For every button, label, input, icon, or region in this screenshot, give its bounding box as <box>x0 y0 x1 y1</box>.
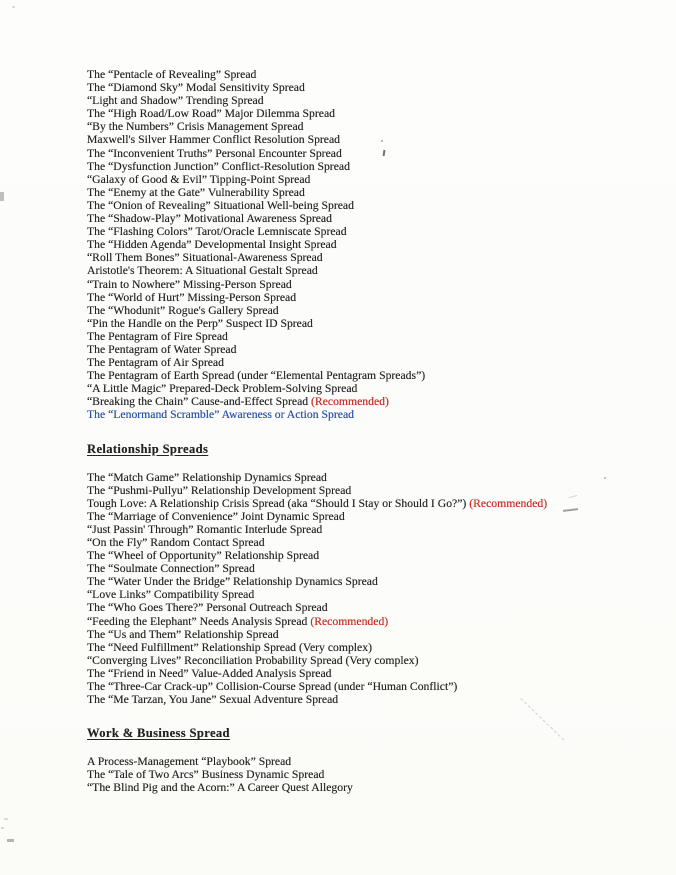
list-item <box>87 199 662 212</box>
list-item-text: The Pentagram of Water Spread <box>87 342 237 356</box>
list-item <box>87 408 662 421</box>
list-item-text: “Just Passin' Through” Romantic Interlude Spread <box>87 522 323 536</box>
list-item <box>87 641 662 654</box>
list-item-text: “The Blind Pig and the Acorn:” A Career Quest Allegory <box>87 781 353 795</box>
list-item <box>87 510 662 523</box>
list-item-text: “Love Links” Compatibility Spread <box>87 588 255 602</box>
list-item <box>87 251 662 264</box>
list-item-text: The “Friend in Need” Value-Added Analysis Spread <box>87 666 332 680</box>
list-item-text: Aristotle's Theorem: A Situational Gestalt Spread <box>87 264 318 278</box>
scan-speck <box>4 818 8 820</box>
list-item <box>87 94 662 107</box>
list-item <box>87 484 662 497</box>
list-item-text: The “Water Under the Bridge” Relationship Dynamics Spread <box>87 575 378 589</box>
recommended-label: (Recommended) <box>310 614 389 628</box>
list-item-text: “Train to Nowhere” Missing-Person Spread <box>87 277 292 291</box>
list-item <box>87 549 662 562</box>
list-item-text: The Pentagram of Fire Spread <box>87 329 228 343</box>
list-item <box>87 330 662 343</box>
list-item-text: “By the Numbers” Crisis Management Spread <box>87 120 304 134</box>
document-section <box>87 442 662 707</box>
list-item-text: “Roll Them Bones” Situational-Awareness Spread <box>87 251 323 265</box>
list-item-text: The “Pentacle of Revealing” Spread <box>87 68 257 81</box>
list-item-text: The “Dysfunction Junction” Conflict-Resolution Spread <box>87 159 350 173</box>
list-item <box>87 278 662 291</box>
recommended-label: (Recommended) <box>469 496 548 510</box>
list-item-text: “Feeding the Elephant” Needs Analysis Spread <box>87 614 308 628</box>
list-item <box>87 147 662 160</box>
list-item <box>87 238 662 251</box>
list-item <box>87 471 662 484</box>
list-item-text: “Galaxy of Good & Evil” Tipping-Point Spread <box>87 172 311 186</box>
list-item <box>87 173 662 186</box>
list-item <box>87 133 662 146</box>
list-item <box>87 536 662 549</box>
list-item-text: The “Enemy at the Gate” Vulnerability Spread <box>87 185 305 199</box>
scan-speck <box>7 839 14 842</box>
list-item <box>87 291 662 304</box>
scan-speck <box>12 6 15 8</box>
section-heading: Work & Business Spread <box>87 726 230 741</box>
list-item <box>87 317 662 330</box>
list-item-text: The “World of Hurt” Missing-Person Spread <box>87 290 297 304</box>
list-item-text: “Converging Lives” Reconciliation Probability Spread (Very complex) <box>87 653 419 667</box>
list-item-text: “On the Fly” Random Contact Spread <box>87 536 265 549</box>
list-item <box>87 781 662 794</box>
list-item <box>87 755 662 768</box>
list-item <box>87 768 662 781</box>
list-item-text: The “High Road/Low Road” Major Dilemma Spread <box>87 107 335 121</box>
list-item-text: The “Shadow-Play” Motivational Awareness Spread <box>87 212 332 226</box>
list-item-text: The “Us and Them” Relationship Spread <box>87 627 279 641</box>
list-item <box>87 654 662 667</box>
list-item-text: The “Soulmate Connection” Spread <box>87 562 255 576</box>
list-item <box>87 160 662 173</box>
list-item-text: The “Lenormand Scramble” Awareness or Action Spread <box>87 408 354 422</box>
list-item <box>87 382 662 395</box>
list-item-text: “Pin the Handle on the Perp” Suspect ID Spread <box>87 316 313 330</box>
list-item-text: The “Inconvenient Truths” Personal Encounter Spread <box>87 146 342 160</box>
list-item-text: The Pentagram of Earth Spread (under “Elemental Pentagram Spreads”) <box>87 369 426 383</box>
list-item <box>87 395 662 408</box>
list-item <box>87 575 662 588</box>
list-item <box>87 356 662 369</box>
list-item-text: Maxwell's Silver Hammer Conflict Resolution Spread <box>87 133 341 147</box>
document-section <box>87 68 662 422</box>
list-item <box>87 680 662 693</box>
list-item-text: The “Need Fulfillment” Relationship Spread (Very complex) <box>87 640 372 654</box>
list-item <box>87 343 662 356</box>
list-item-text: The “Marriage of Convenience” Joint Dynamic Spread <box>87 509 345 523</box>
list-item-text: “Light and Shadow” Trending Spread <box>87 94 264 108</box>
list-item-text: Tough Love: A Relationship Crisis Spread (aka “Should I Stay or Should I Go?”) <box>87 496 467 510</box>
list-item-text: The “Onion of Revealing” Situational Well-being Spread <box>87 198 354 212</box>
list-item-text: The “Pushmi-Pullyu” Relationship Development Spread <box>87 483 352 497</box>
list-item <box>87 81 662 94</box>
list-item-text: “Breaking the Chain” Cause-and-Effect Spread <box>87 395 309 409</box>
list-item-text: The “Flashing Colors” Tarot/Oracle Lemniscate Spread <box>87 225 347 239</box>
list-item-text: The “Who Goes There?” Personal Outreach Spread <box>87 601 328 615</box>
list-item <box>87 225 662 238</box>
list-item <box>87 497 662 510</box>
list-item-text: “A Little Magic” Prepared-Deck Problem-Solving Spread <box>87 382 358 396</box>
list-item-text: A Process-Management “Playbook” Spread <box>87 755 292 769</box>
list-item-text: The “Tale of Two Arcs” Business Dynamic Spread <box>87 768 325 782</box>
list-item-text: The “Me Tarzan, You Jane” Sexual Adventure Spread <box>87 693 339 707</box>
list-item-text: The “Whodunit” Rogue's Gallery Spread <box>87 303 279 317</box>
list-item-text: The “Hidden Agenda” Developmental Insight Spread <box>87 238 337 252</box>
section-heading: Relationship Spreads <box>87 441 209 456</box>
list-item <box>87 667 662 680</box>
list-item <box>87 588 662 601</box>
recommended-label: (Recommended) <box>311 395 389 409</box>
list-item <box>87 369 662 382</box>
list-item <box>87 186 662 199</box>
list-item <box>87 120 662 133</box>
list-item <box>87 601 662 614</box>
list-item <box>87 68 662 81</box>
document-section <box>87 726 662 794</box>
list-item <box>87 562 662 575</box>
list-item <box>87 615 662 628</box>
list-item <box>87 107 662 120</box>
scan-speck <box>1 827 4 829</box>
list-item <box>87 693 662 706</box>
list-item <box>87 628 662 641</box>
document-content <box>87 68 662 795</box>
scan-edge-mark <box>0 192 4 201</box>
list-item-text: The Pentagram of Air Spread <box>87 356 224 370</box>
list-item <box>87 264 662 277</box>
list-item <box>87 212 662 225</box>
list-item-text: The “Three-Car Crack-up” Collision-Course Spread (under “Human Conflict”) <box>87 680 458 694</box>
list-item <box>87 304 662 317</box>
list-item-text: The “Match Game” Relationship Dynamics Spread <box>87 470 327 484</box>
list-item-text: The “Diamond Sky” Modal Sensitivity Spread <box>87 81 305 95</box>
list-item <box>87 523 662 536</box>
list-item-text: The “Wheel of Opportunity” Relationship Spread <box>87 549 320 563</box>
